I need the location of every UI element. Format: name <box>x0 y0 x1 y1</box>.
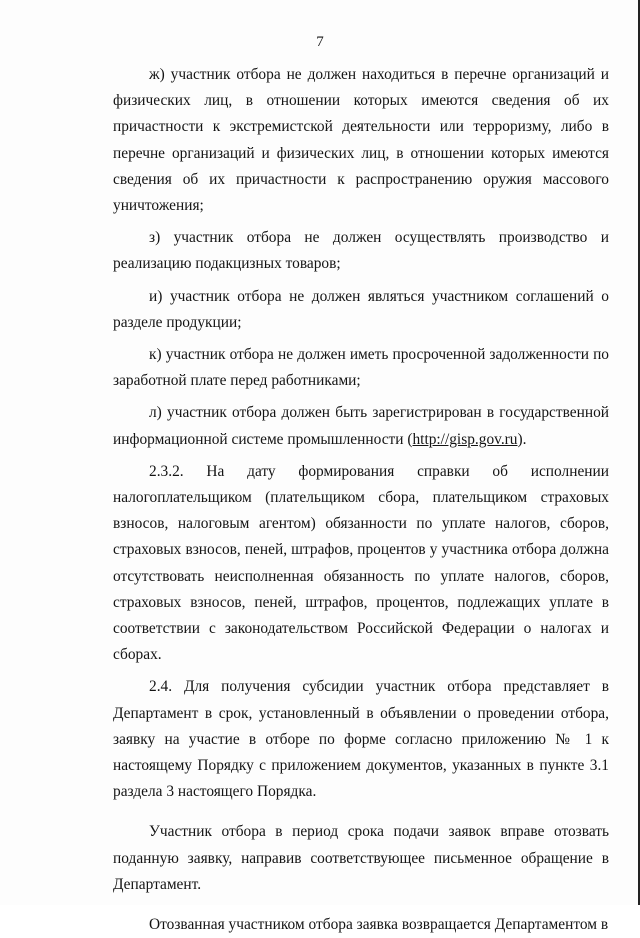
page-number: 7 <box>316 34 324 50</box>
paragraph-l-text: л) участник отбора должен быть зарегистрирован в государственной информационной системе промышленности ( <box>113 404 609 448</box>
paragraph-2-4: 2.4. Для получения субсидии участник отбора представляет в Департамент в срок, установленный в объявлении о проведении отбора, заявку на участие в отборе по форме согласно приложению № 1 к настоящему Порядку с приложением документов, указанных в пункте 3.1 раздела 3 настоящего Порядка. <box>113 678 609 801</box>
paragraph-z: з) участник отбора не должен осуществлять производство и реализацию подакцизных товаров; <box>113 229 609 273</box>
paragraph-zh: ж) участник отбора не должен находиться в перечне организаций и физических лиц, в отношении которых имеются сведения об их причастности к экстремистской деятельности или терроризму, либо в перечне организаций и физических лиц, в отношении которых имеются сведения об их причастности к распространению оружия массового уничтожения; <box>113 66 609 215</box>
paragraph-withdraw: Участник отбора в период срока подачи заявок вправе отозвать поданную заявку, направив соответствующее письменное обращение в Департамент. <box>113 823 609 893</box>
paragraph-returned: Отозванная участником отбора заявка возвращается Департаментом в <box>149 916 609 934</box>
gisp-link[interactable]: http://gisp.gov.ru <box>412 430 518 448</box>
paragraph-2-3-2: 2.3.2. На дату формирования справки об исполнении налогоплательщиком (плательщиком сбора, плательщиком страховых взносов, налоговым агентом) обязанности по уплате налогов, сборов, страховых взносов, пеней, штрафов, процентов у участника отбора должна отсутствовать неисполненная обязанность по уплате налогов, сборов, страховых взносов, пеней, штрафов, процентов, подлежащих уплате в соответствии с законодательством Российской Федерации о налогах и сборах. <box>113 462 609 664</box>
paragraph-l-end: ). <box>517 430 527 448</box>
document-body <box>113 62 609 938</box>
paragraph-k: к) участник отбора не должен иметь просроченной задолженности по заработной плате перед работниками; <box>113 346 609 390</box>
paragraph-l <box>113 400 609 452</box>
paragraph-i: и) участник отбора не должен являться участником соглашений о разделе продукции; <box>113 287 609 331</box>
